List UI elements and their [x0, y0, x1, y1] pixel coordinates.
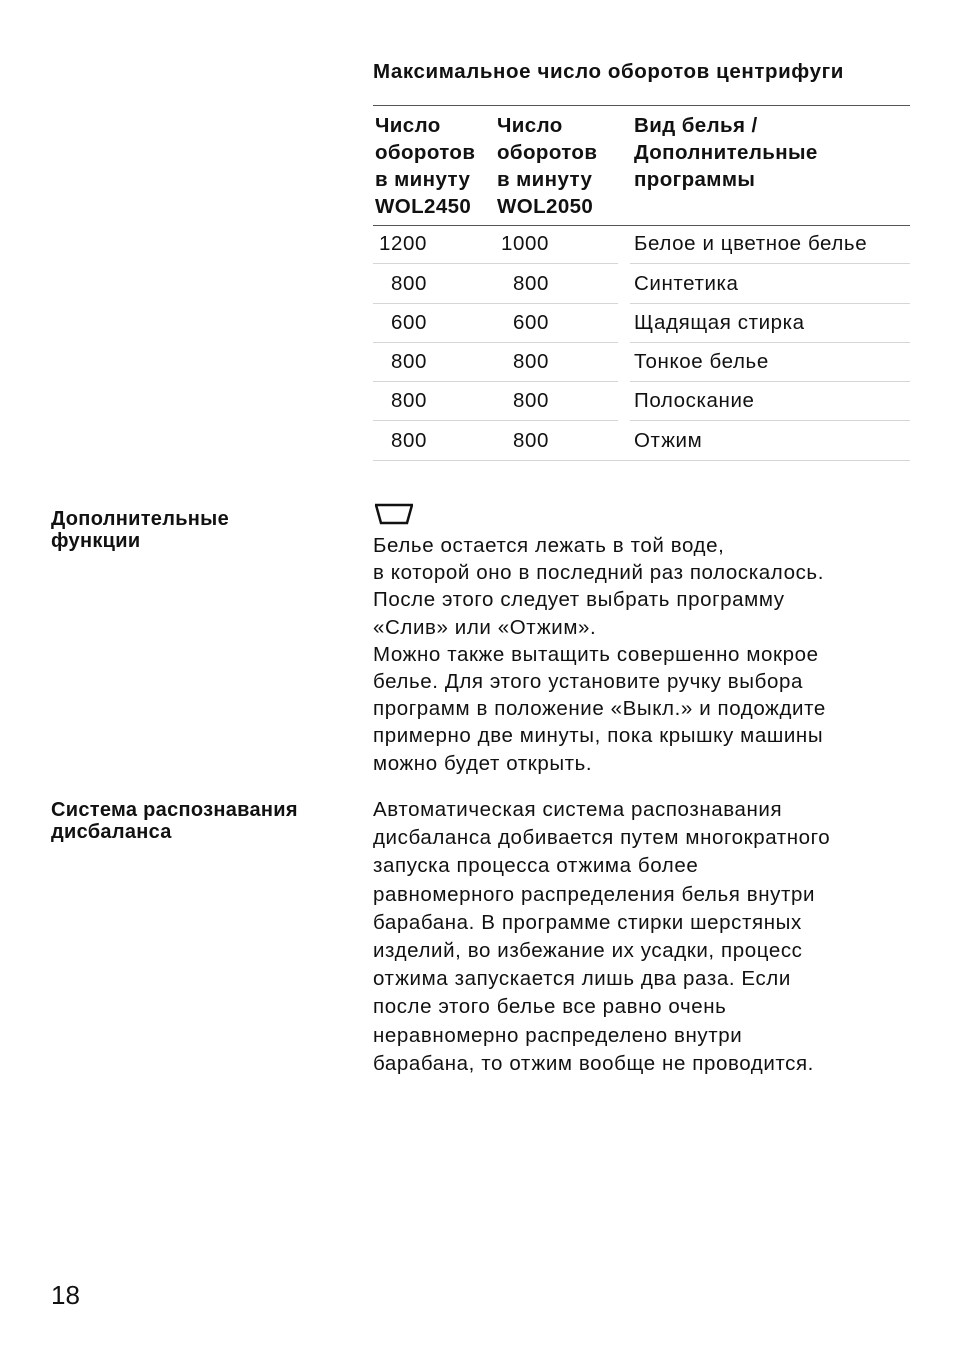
header-line: Число [497, 114, 563, 137]
text-line: примерно две минуты, пока крышку машины [373, 724, 824, 748]
text-line: неравномерно распределено внутри [373, 1023, 743, 1047]
label-line: дисбаланса [51, 821, 172, 843]
table-title: Максимальное число оборотов центрифуги [373, 60, 844, 83]
row-divider [630, 342, 910, 343]
page-number: 18 [51, 1280, 80, 1310]
header-line: оборотов [375, 141, 476, 164]
cell-wol2450: 800 [391, 389, 428, 412]
text-line: можно будет открыть. [373, 751, 593, 775]
text-line: барабана. В программе стирки шерстяных [373, 910, 802, 934]
row-divider [373, 263, 618, 264]
label-line: Дополнительные [51, 508, 229, 530]
cell-wol2050: 800 [513, 272, 550, 295]
cell-wol2450: 800 [391, 272, 428, 295]
table-header-rule [373, 225, 910, 226]
cell-wol2050: 1000 [501, 232, 550, 255]
cell-wol2050: 800 [513, 350, 550, 373]
row-divider [373, 342, 618, 343]
table-bottom-rule [373, 460, 910, 461]
header-line: оборотов [497, 141, 598, 164]
text-line: Можно также вытащить совершенно мокрое [373, 642, 819, 666]
cell-laundry-type: Синтетика [634, 272, 739, 295]
header-line: WOL2450 [375, 195, 472, 218]
text-line: программ в положение «Выкл.» и подождите [373, 697, 826, 721]
row-divider [630, 381, 910, 382]
cell-wol2450: 800 [391, 350, 428, 373]
text-line: Белье остается лежать в той воде, [373, 534, 725, 557]
cell-wol2450: 600 [391, 311, 428, 334]
header-line: программы [634, 168, 756, 191]
text-line: После этого следует выбрать программу [373, 588, 785, 612]
text-line: Автоматическая система распознавания [373, 798, 783, 821]
text-line: в которой оно в последний раз полоскалось. [373, 561, 824, 585]
text-line: после этого белье все равно очень [373, 995, 727, 1019]
cell-wol2450: 1200 [379, 232, 428, 255]
row-divider [630, 420, 910, 421]
row-divider [373, 381, 618, 382]
text-line: белье. Для этого установите ручку выбора [373, 670, 803, 694]
cell-laundry-type: Полоскание [634, 389, 755, 412]
header-laundry-type [634, 112, 818, 193]
row-divider [373, 420, 618, 421]
cell-laundry-type: Белое и цветное белье [634, 232, 868, 255]
text-line: барабана, то отжим вообще не проводится. [373, 1051, 814, 1075]
header-line: в минуту [375, 168, 471, 191]
header-line: Вид белья / [634, 114, 758, 137]
header-line: WOL2050 [497, 195, 594, 218]
label-line: функции [51, 530, 141, 552]
cell-wol2050: 800 [513, 429, 550, 452]
cell-wol2050: 600 [513, 311, 550, 334]
section-label-extra-functions [51, 508, 229, 552]
cell-laundry-type: Отжим [634, 429, 703, 452]
extra-functions-text [373, 532, 933, 777]
header-line: в минуту [497, 168, 593, 191]
header-line: Число [375, 114, 441, 137]
row-divider [630, 263, 910, 264]
table-top-rule [373, 105, 910, 106]
cell-laundry-type: Щадящая стирка [634, 311, 805, 334]
row-divider [630, 303, 910, 304]
label-line: Система распознавания [51, 799, 298, 821]
header-line: Дополнительные [634, 141, 818, 164]
header-wol2050 [497, 112, 597, 220]
text-line: «Слив» или «Отжим». [373, 615, 597, 639]
text-line: равномерного распределения белья внутри [373, 882, 816, 906]
cell-laundry-type: Тонкое белье [634, 350, 769, 373]
cell-wol2050: 800 [513, 389, 550, 412]
rinse-hold-tub-icon [373, 503, 415, 525]
row-divider [373, 303, 618, 304]
imbalance-text [373, 796, 933, 1078]
text-line: отжима запускается лишь два раза. Если [373, 967, 791, 991]
header-wol2450 [375, 112, 475, 220]
section-label-imbalance [51, 799, 298, 843]
cell-wol2450: 800 [391, 429, 428, 452]
text-line: запуска процесса отжима более [373, 854, 699, 878]
text-line: изделий, во избежание их усадки, процесс [373, 939, 803, 963]
text-line: дисбаланса добивается путем многократного [373, 826, 831, 850]
